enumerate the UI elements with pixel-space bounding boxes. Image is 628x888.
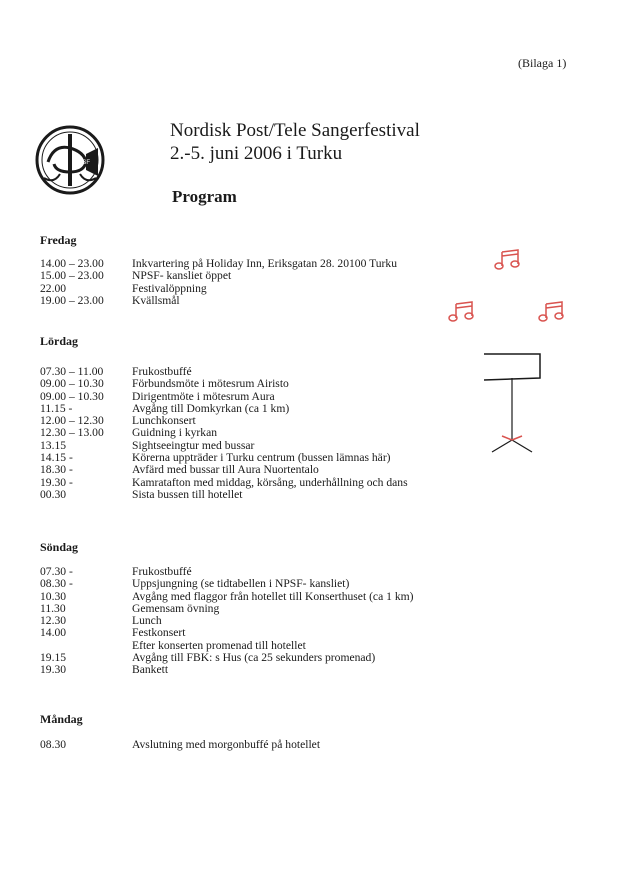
row-time: 07.30 – 11.00	[40, 365, 104, 378]
row-time: 11.15 -	[40, 401, 73, 415]
row-time: 12.30	[40, 614, 67, 628]
row-activity: Lunch	[132, 614, 162, 628]
row-time: 09.00 – 10.30	[40, 389, 104, 403]
row-time: 11.30	[40, 601, 66, 615]
row-activity: Inkvartering på Holiday Inn, Eriksgatan 28. 20100 Turku	[132, 257, 398, 270]
row-activity: Frukostbuffé	[132, 365, 192, 378]
music-note-icon	[538, 300, 568, 324]
row-activity: Kamratafton med middag, körsång, underhållning och dans	[132, 475, 408, 489]
row-time: 13.15	[40, 438, 67, 452]
row-activity: Uppsjungning (se tidtabellen i NPSF- kansliet)	[132, 577, 350, 591]
row-activity: Avslutning med morgonbuffé på hotellet	[132, 738, 321, 751]
row-time: 22.00	[40, 281, 67, 295]
row-activity: Efter konserten promenad till hotellet	[132, 638, 306, 652]
day-heading-mandag: Måndag	[40, 712, 83, 726]
title-line-2: 2.-5. juni 2006 i Turku	[170, 143, 343, 164]
music-stand-icon	[478, 350, 548, 460]
row-time: 10.30	[40, 589, 67, 603]
row-time: 14.00	[40, 626, 67, 640]
row-activity: Festkonsert	[132, 626, 186, 640]
day-heading-fredag: Fredag	[40, 233, 77, 247]
row-activity: Avgång till Domkyrkan (ca 1 km)	[132, 401, 290, 415]
logo-text: NPSF	[74, 160, 91, 166]
row-activity: Lunchkonsert	[132, 414, 196, 428]
program-heading: Program	[172, 187, 237, 206]
row-time: 19.30 -	[40, 475, 73, 489]
row-time: 12.30 – 13.00	[40, 426, 104, 440]
row-activity: Dirigentmöte i mötesrum Aura	[132, 389, 275, 403]
row-time: 08.30 -	[40, 577, 73, 591]
row-activity: Guidning i kyrkan	[132, 426, 218, 440]
festival-title	[170, 119, 420, 165]
row-time: 19.30	[40, 663, 67, 677]
row-time: 14.00 – 23.00	[40, 257, 104, 270]
row-time: 19.15	[40, 651, 67, 665]
attachment-label: (Bilaga 1)	[518, 56, 567, 70]
row-activity: Förbundsmöte i mötesrum Airisto	[132, 377, 289, 391]
row-time: 12.00 – 12.30	[40, 414, 104, 428]
day-heading-lordag: Lördag	[40, 334, 79, 348]
row-activity: Kvällsmål	[132, 293, 180, 307]
row-time: 14.15 -	[40, 451, 73, 465]
row-time: 00.30	[40, 487, 67, 501]
row-activity: Sista bussen till hotellet	[132, 487, 243, 501]
row-activity: Avfärd med bussar till Aura Nuortentalo	[132, 463, 319, 477]
day-heading-sondag: Söndag	[40, 540, 79, 554]
row-time: 08.30	[40, 738, 67, 751]
title-line-1: Nordisk Post/Tele Sangerfestival	[170, 120, 420, 141]
row-time: 18.30 -	[40, 463, 73, 477]
row-activity: Frukostbuffé	[132, 565, 192, 578]
row-activity: Avgång till FBK: s Hus (ca 25 sekunders promenad)	[132, 651, 376, 665]
row-activity: Körerna uppträder i Turku centrum (bussen lämnas här)	[132, 451, 391, 465]
row-activity: Sightseeingtur med bussar	[132, 438, 255, 452]
music-note-icon	[448, 300, 478, 324]
row-activity: Bankett	[132, 663, 169, 677]
row-activity: NPSF- kansliet öppet	[132, 269, 232, 283]
music-note-icon	[494, 248, 524, 272]
npsf-logo-icon	[34, 124, 106, 196]
row-time: 15.00 – 23.00	[40, 269, 104, 283]
row-time: 19.00 – 23.00	[40, 293, 104, 307]
row-activity: Festivalöppning	[132, 281, 207, 295]
row-time: 07.30 -	[40, 565, 73, 578]
row-time: 09.00 – 10.30	[40, 377, 104, 391]
row-activity: Avgång med flaggor från hotellet till Konserthuset (ca 1 km)	[132, 589, 414, 603]
row-activity: Gemensam övning	[132, 601, 220, 615]
